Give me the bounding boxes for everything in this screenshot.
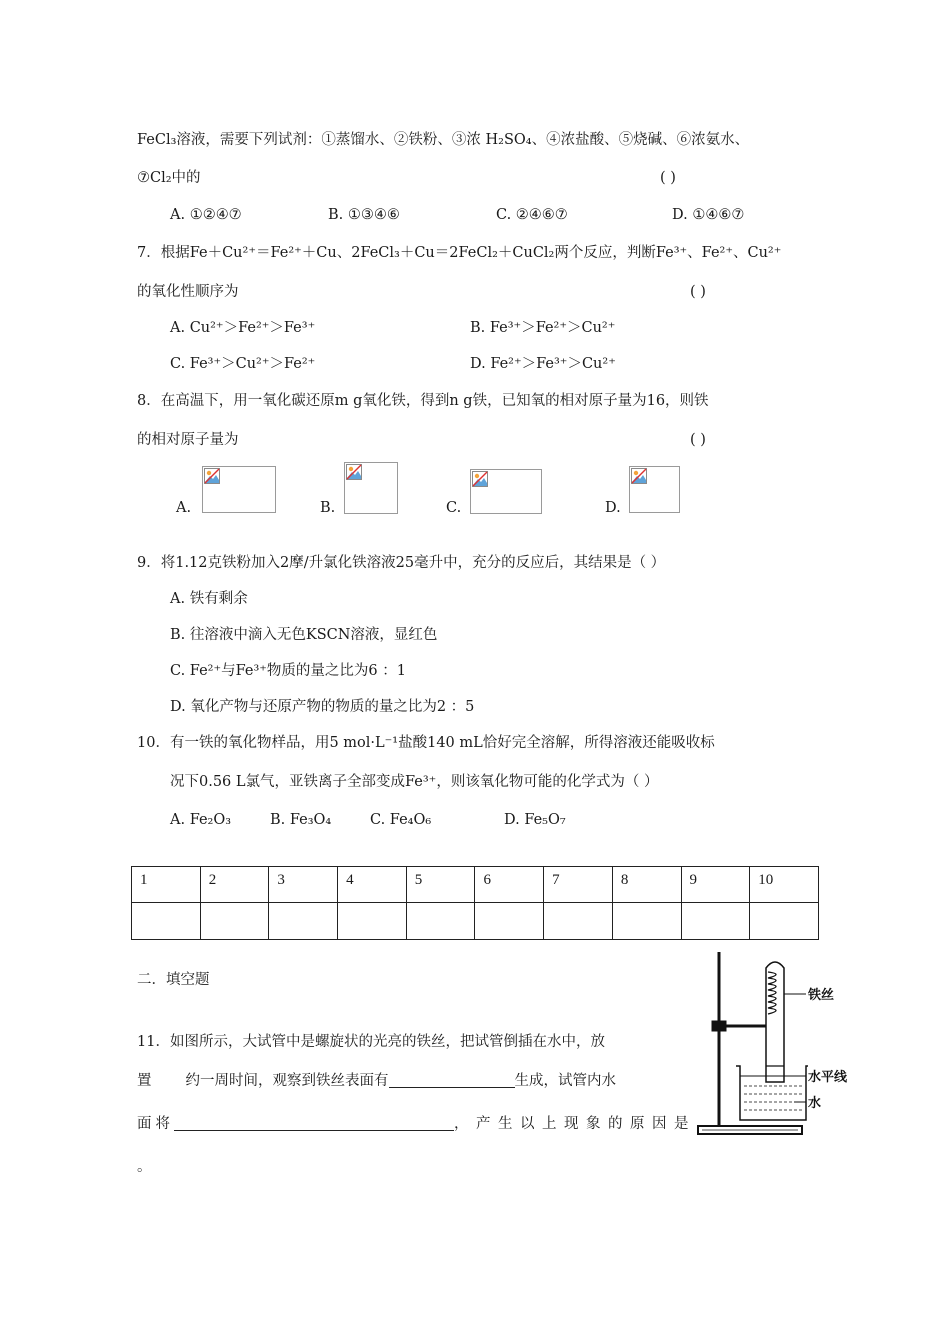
q8-option-d-image xyxy=(629,466,680,513)
q6-option-d: D. ①④⑥⑦ xyxy=(672,207,745,223)
answer-table-header-cell: 3 xyxy=(269,867,338,903)
q10-line2: 况下0.56 L氯气，亚铁离子全部变成Fe³⁺，则该氧化物可能的化学式为（ ） xyxy=(170,774,659,790)
q10-option-b: B. Fe₃O₄ xyxy=(270,812,332,828)
answer-cell[interactable] xyxy=(338,903,407,940)
broken-image-icon xyxy=(472,471,488,487)
answer-table-header-cell: 9 xyxy=(681,867,750,903)
answer-table-header-cell: 7 xyxy=(544,867,613,903)
q9-option-c: C. Fe²⁺与Fe³⁺物质的量之比为6 ：1 xyxy=(170,663,406,679)
q10-option-c: C. Fe₄O₆ xyxy=(370,812,432,828)
q9-option-d: D. 氧化产物与还原产物的物质的量之比为2 ：5 xyxy=(170,699,475,715)
q11-line3-end: ，产生以上现象的原因是 xyxy=(454,1116,696,1132)
q8-answer-paren: ( ) xyxy=(690,432,706,448)
q8-option-b: B. xyxy=(320,500,336,516)
q11-line3 xyxy=(137,1114,696,1134)
q6-answer-paren: ( ) xyxy=(660,170,676,186)
label-water-level: 水平线 xyxy=(808,1070,848,1085)
q8-line2: 的相对原子量为 xyxy=(137,432,239,448)
broken-image-icon xyxy=(631,468,647,484)
q8-option-a-image xyxy=(202,466,276,513)
q9-line1: 9．将1.12克铁粉加入2摩/升氯化铁溶液25毫升中，充分的反应后，其结果是（ ） xyxy=(137,555,666,571)
answer-table-header-cell: 10 xyxy=(750,867,819,903)
answer-cell[interactable] xyxy=(406,903,475,940)
q11-line3-start: 面将 xyxy=(137,1116,174,1132)
q11-line2-end: 生成，试管内水 xyxy=(514,1073,616,1089)
answer-table-header-row xyxy=(132,867,819,903)
answer-table-header-cell: 5 xyxy=(406,867,475,903)
q7-option-a: A. Cu²⁺＞Fe²⁺＞Fe³⁺ xyxy=(170,320,316,336)
answer-cell[interactable] xyxy=(200,903,269,940)
q6-option-c: C. ②④⑥⑦ xyxy=(496,207,568,223)
broken-image-icon xyxy=(346,464,362,480)
answer-cell[interactable] xyxy=(269,903,338,940)
iron-stand xyxy=(698,952,802,1134)
label-iron-wire: 铁丝 xyxy=(808,988,835,1003)
q7-option-c: C. Fe³⁺＞Cu²⁺＞Fe²⁺ xyxy=(170,356,316,372)
fill-blank-2[interactable] xyxy=(174,1114,454,1131)
q7-answer-paren: ( ) xyxy=(690,284,706,300)
q10-option-d: D. Fe₅O₇ xyxy=(504,812,566,828)
answer-table-header-cell: 2 xyxy=(200,867,269,903)
answer-cell[interactable] xyxy=(544,903,613,940)
answer-table-header-cell: 1 xyxy=(132,867,201,903)
section-title: 二．填空题 xyxy=(137,972,210,988)
q6-option-b: B. ①③④⑥ xyxy=(328,207,400,223)
q7-line2: 的氧化性顺序为 xyxy=(137,284,239,300)
answer-table-header-cell: 6 xyxy=(475,867,544,903)
q11-line2 xyxy=(137,1071,616,1091)
q8-option-c-image xyxy=(470,469,542,514)
answer-cell[interactable] xyxy=(612,903,681,940)
q7-option-d: D. Fe²⁺＞Fe³⁺＞Cu²⁺ xyxy=(470,356,616,372)
answer-cell[interactable] xyxy=(132,903,201,940)
q9-option-b: B. 往溶液中滴入无色KSCN溶液，显红色 xyxy=(170,627,438,643)
q11-line1: 11．如图所示，大试管中是螺旋状的光亮的铁丝，把试管倒插在水中，放 xyxy=(137,1034,605,1050)
q7-option-b: B. Fe³⁺＞Fe²⁺＞Cu²⁺ xyxy=(470,320,616,336)
broken-image-icon xyxy=(204,468,220,484)
answer-table-header-cell: 4 xyxy=(338,867,407,903)
apparatus-diagram xyxy=(694,948,866,1144)
q11-line2-start: 置 xyxy=(137,1073,152,1089)
q9-option-a: A. 铁有剩余 xyxy=(170,591,248,607)
answer-table-header-cell: 8 xyxy=(612,867,681,903)
q11-line2-mid: 约一周时间，观察到铁丝表面有 xyxy=(185,1073,389,1089)
q8-option-d: D. xyxy=(605,500,621,516)
q8-option-a: A. xyxy=(176,500,192,516)
q8-option-b-image xyxy=(344,462,398,514)
q7-line1: 7．根据Fe＋Cu²⁺＝Fe²⁺＋Cu、2FeCl₃＋Cu＝2FeCl₂＋CuCl₂两个反应，判断Fe³⁺、Fe²⁺、Cu²⁺ xyxy=(137,245,782,261)
fill-blank-1[interactable] xyxy=(389,1071,515,1088)
q8-line1: 8．在高温下，用一氧化碳还原m g氧化铁，得到n g铁，已知氧的相对原子量为16，则铁 xyxy=(137,393,709,409)
q6-option-a: A. ①②④⑦ xyxy=(170,207,242,223)
answer-cell[interactable] xyxy=(681,903,750,940)
q6-line1: FeCl₃溶液，需要下列试剂：①蒸馏水、②铁粉、③浓 H₂SO₄、④浓盐酸、⑤烧碱、⑥浓氨水、 xyxy=(137,132,750,148)
q11-line4: 。 xyxy=(137,1159,152,1175)
q8-option-c: C. xyxy=(446,500,462,516)
answer-table-answer-row xyxy=(132,903,819,940)
answer-cell[interactable] xyxy=(475,903,544,940)
answer-cell[interactable] xyxy=(750,903,819,940)
q10-line1: 10．有一铁的氧化物样品，用5 mol·L⁻¹盐酸140 mL恰好完全溶解，所得溶液还能吸收标 xyxy=(137,735,715,751)
label-water: 水 xyxy=(808,1096,822,1111)
answer-table xyxy=(131,866,819,940)
q10-option-a: A. Fe₂O₃ xyxy=(170,812,232,828)
q6-line2: ⑦Cl₂中的 xyxy=(137,170,201,186)
